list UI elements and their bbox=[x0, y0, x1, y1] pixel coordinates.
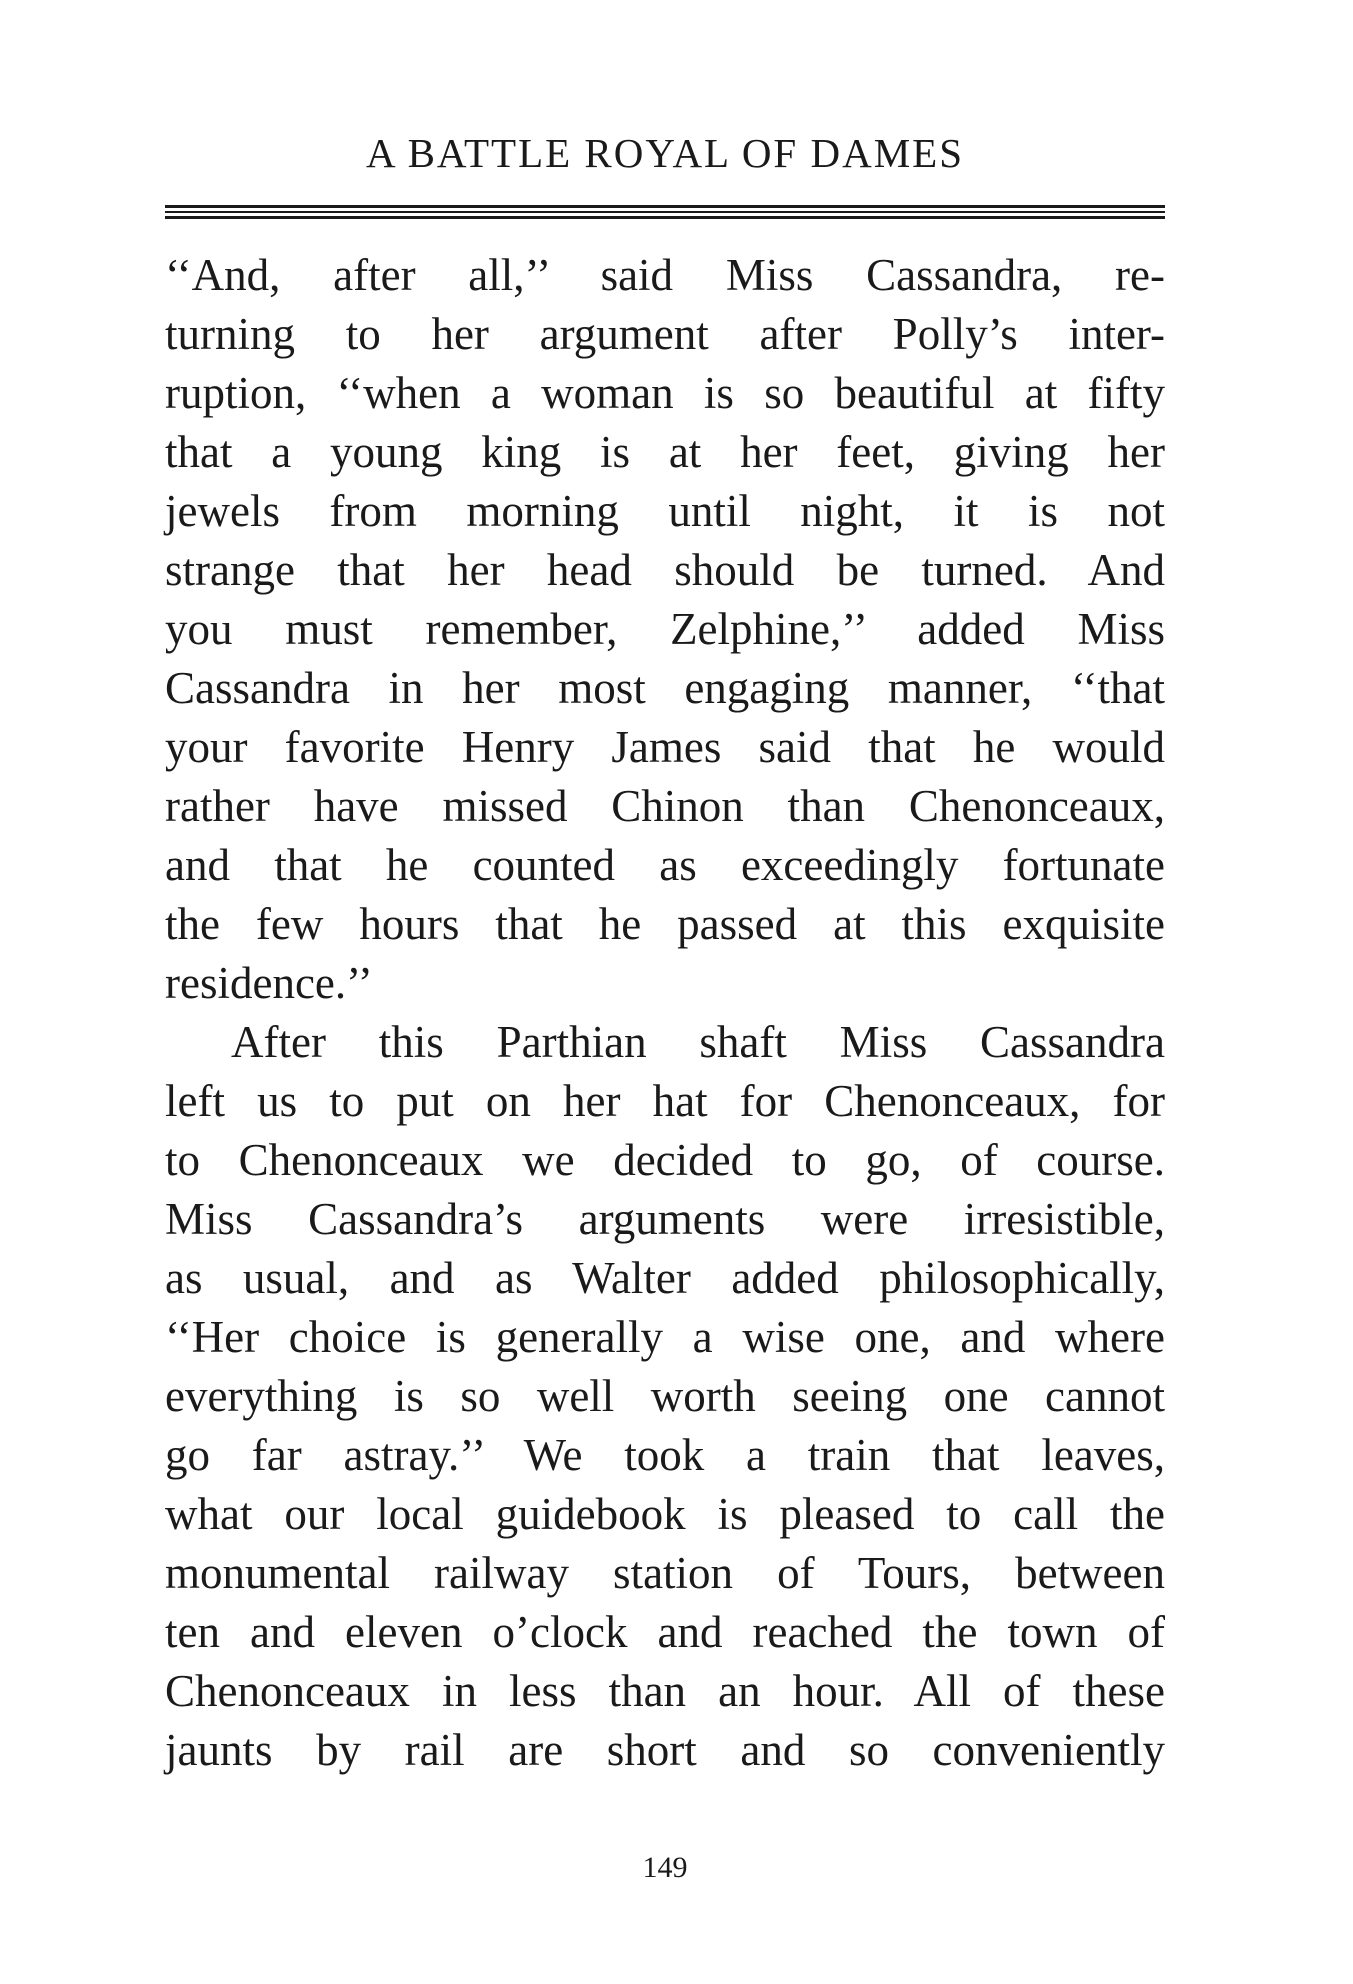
text-line: turning to her argument after Polly’s inter- bbox=[165, 309, 1165, 359]
text-line: your favorite Henry James said that he would bbox=[165, 722, 1165, 772]
text-line: After this Parthian shaft Miss Cassandra bbox=[231, 1017, 1165, 1067]
text-line: go far astray.’’ We took a train that leaves, bbox=[165, 1430, 1165, 1480]
text-line: everything is so well worth seeing one cannot bbox=[165, 1371, 1165, 1421]
text-line: jewels from morning until night, it is not bbox=[165, 486, 1165, 536]
text-line: monumental railway station of Tours, between bbox=[165, 1548, 1165, 1598]
text-line: you must remember, Zelphine,’’ added Miss bbox=[165, 604, 1165, 654]
text-line: what our local guidebook is pleased to call the bbox=[165, 1489, 1165, 1539]
text-line: Chenonceaux in less than an hour. All of these bbox=[165, 1666, 1165, 1716]
text-line: as usual, and as Walter added philosophically, bbox=[165, 1253, 1165, 1303]
text-line: ruption, ‘‘when a woman is so beautiful at fifty bbox=[165, 368, 1165, 418]
text-line: the few hours that he passed at this exquisite bbox=[165, 899, 1165, 949]
text-line: to Chenonceaux we decided to go, of course. bbox=[165, 1135, 1165, 1185]
text-line: ‘‘Her choice is generally a wise one, and where bbox=[165, 1312, 1165, 1362]
text-line: that a young king is at her feet, giving her bbox=[165, 427, 1165, 477]
body-text bbox=[165, 246, 1165, 1780]
header-rule bbox=[165, 205, 1165, 219]
page-number: 149 bbox=[642, 1851, 688, 1884]
text-line: residence.’’ bbox=[165, 958, 373, 1008]
text-line: rather have missed Chinon than Chenonceaux, bbox=[165, 781, 1165, 831]
text-line: Miss Cassandra’s arguments were irresistible, bbox=[165, 1194, 1165, 1244]
text-line: jaunts by rail are short and so conveniently bbox=[165, 1725, 1165, 1775]
running-head: A BATTLE ROYAL OF DAMES bbox=[365, 130, 965, 176]
text-line: Cassandra in her most engaging manner, ‘‘that bbox=[165, 663, 1165, 713]
text-line: and that he counted as exceedingly fortunate bbox=[165, 840, 1165, 890]
text-line: left us to put on her hat for Chenonceaux, for bbox=[165, 1076, 1165, 1126]
text-line: ‘‘And, after all,’’ said Miss Cassandra, re- bbox=[165, 250, 1165, 300]
text-line: ten and eleven o’clock and reached the town of bbox=[165, 1607, 1165, 1657]
text-line: strange that her head should be turned. And bbox=[165, 545, 1165, 595]
